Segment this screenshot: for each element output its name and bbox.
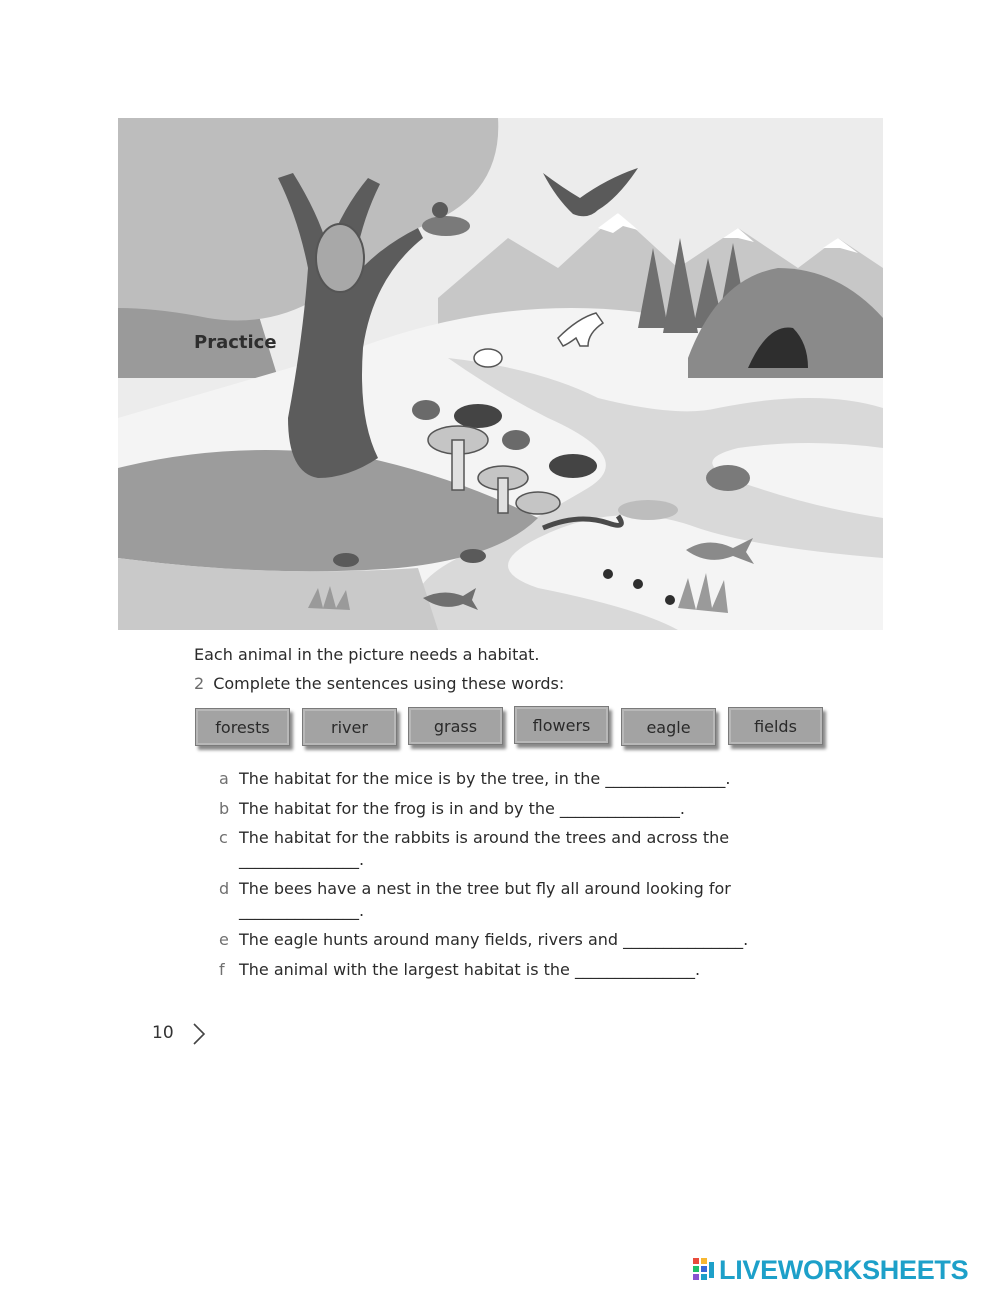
brand-name: LIVEWORKSHEETS [719,1255,969,1285]
habitat-scene-illustration [118,118,883,630]
intro-text: Each animal in the picture needs a habitat. [194,645,540,664]
chevron-right-icon [190,1022,208,1046]
word-tile-grass[interactable]: grass [408,707,503,745]
page-number: 10 [152,1023,174,1043]
question-text: The habitat for the rabbits is around the trees and across the [239,828,730,847]
question-text: The animal with the largest habitat is the _______________. [239,960,701,979]
rabbit [474,349,502,367]
bird-nest [422,216,470,236]
question-text: The bees have a nest in the tree but fly all around looking for [239,879,731,898]
question-letter: d [219,879,230,898]
word-tile-fields[interactable]: fields [728,707,823,745]
question-text: The eagle hunts around many fields, rivers and _______________. [239,930,749,949]
word-tile-forests[interactable]: forests [195,708,290,746]
question-text: The habitat for the mice is by the tree, in the _______________. [239,769,731,788]
question-letter: f [219,960,225,979]
instruction-text: Complete the sentences using these words: [213,674,565,693]
footer-brand [693,1255,968,1285]
beehive [316,224,364,292]
question-letter: a [219,769,229,788]
practice-label: Practice [194,332,277,353]
instruction-number: 2 [194,674,205,693]
mouse [333,553,359,567]
question-letter: b [219,799,230,818]
question-text: The habitat for the frog is in and by the _______________. [239,799,686,818]
word-tile-river[interactable]: river [302,708,397,746]
question-letter: c [219,828,228,847]
word-tile-eagle[interactable]: eagle [621,708,716,746]
question-text-continued: _______________. [239,901,365,920]
liveworksheets-logo-icon [693,1258,715,1282]
word-tile-flowers[interactable]: flowers [514,706,609,744]
word-bank [195,706,835,752]
question-text-continued: _______________. [239,850,365,869]
frog [706,465,750,491]
question-letter: e [219,930,229,949]
instruction [194,674,564,693]
scene-svg [118,118,883,630]
